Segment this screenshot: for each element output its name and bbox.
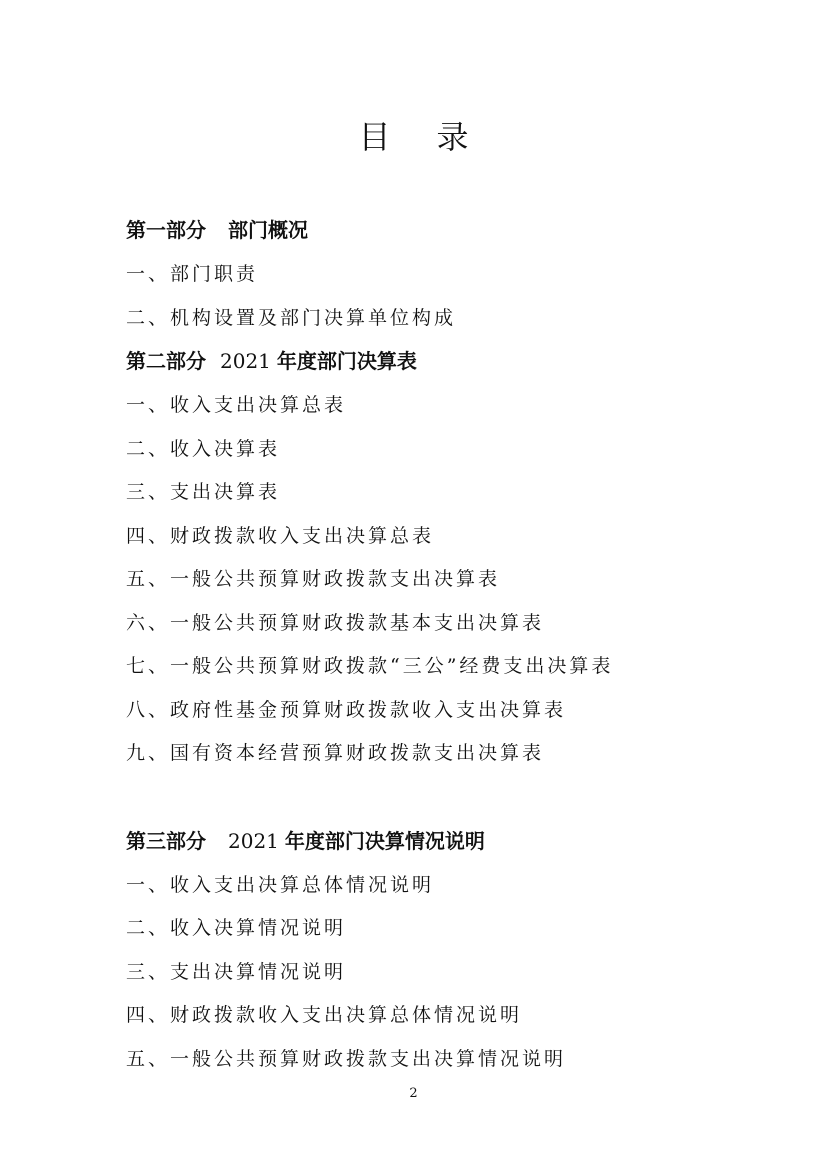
part-name: 年度部门决算表: [276, 349, 417, 373]
table-of-contents: [126, 212, 746, 1084]
title-char-1: 目: [358, 118, 391, 156]
title-char-2: 录: [436, 118, 469, 156]
toc-entry[interactable]: 四、财政拨款收入支出决算总体情况说明: [126, 1004, 523, 1026]
part-year: 2021: [228, 828, 279, 853]
toc-entry[interactable]: 二、收入决算表: [126, 437, 281, 460]
part-label: 第一部分: [126, 218, 206, 242]
toc-entry[interactable]: 五、一般公共预算财政拨款支出决算表: [126, 568, 501, 590]
page-title: [0, 112, 827, 158]
toc-entry[interactable]: 八、政府性基金预算财政拨款收入支出决算表: [126, 698, 567, 721]
toc-entry[interactable]: 五、一般公共预算财政拨款支出决算情况说明: [126, 1047, 567, 1070]
toc-part-2-heading[interactable]: [126, 343, 746, 387]
toc-entry[interactable]: 九、国有资本经营预算财政拨款支出决算表: [126, 742, 545, 764]
toc-entry[interactable]: 二、收入决算情况说明: [126, 917, 347, 939]
toc-entry[interactable]: 一、部门职责: [126, 263, 259, 285]
toc-entry[interactable]: 七、一般公共预算财政拨款“三公”经费支出决算表: [126, 655, 614, 677]
toc-entry[interactable]: 六、一般公共预算财政拨款基本支出决算表: [126, 611, 545, 634]
toc-entry[interactable]: 三、支出决算情况说明: [126, 960, 347, 983]
toc-entry[interactable]: 一、收入支出决算总表: [126, 394, 347, 416]
part-name: 部门概况: [228, 218, 308, 242]
toc-entry[interactable]: 三、支出决算表: [126, 481, 281, 503]
section-spacer: [126, 779, 746, 823]
toc-entry[interactable]: 四、财政拨款收入支出决算总表: [126, 524, 435, 547]
page-number: 2: [409, 1086, 418, 1101]
toc-part-1-heading[interactable]: [126, 212, 746, 256]
part-label: 第三部分: [126, 828, 206, 853]
part-label: 第二部分: [126, 349, 206, 373]
toc-part-3-heading[interactable]: [126, 823, 746, 867]
part-name: 年度部门决算情况说明: [284, 828, 485, 853]
toc-entry[interactable]: 一、收入支出决算总体情况说明: [126, 873, 435, 896]
part-year: 2021: [220, 349, 271, 373]
toc-entry[interactable]: 二、机构设置及部门决算单位构成: [126, 306, 457, 329]
